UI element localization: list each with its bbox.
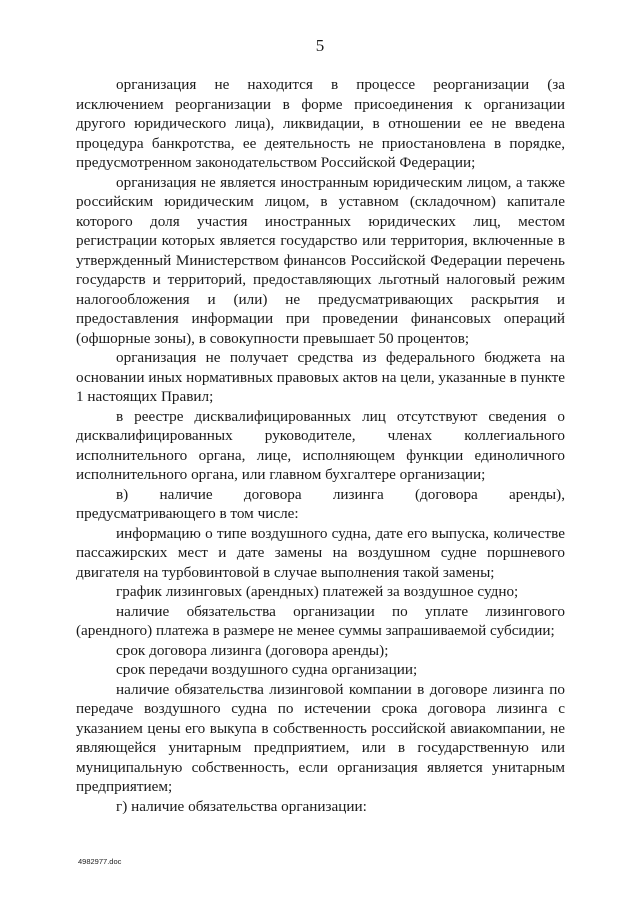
paragraph: наличие обязательства организации по уплате лизингового (арендного) платежа в размере не менее суммы запрашиваемой субсидии; [76, 602, 565, 639]
paragraph: организация не получает средства из федерального бюджета на основании иных нормативных правовых актов на цели, указанные в пункте 1 настоящих Правил; [76, 349, 566, 405]
paragraph: в) наличие договора лизинга (договора аренды), предусматривающего в том числе: [76, 485, 565, 522]
document-body [76, 75, 565, 816]
paragraph: наличие обязательства лизинговой компании в договоре лизинга по передаче воздушного судна по истечении срока договора лизинга с указанием цены его выкупа в собственность российской авиакомпании, не являющейся унитарным предприятием, или в государственную или муниципальную собственность, если организация является унитарным предприятием; [76, 680, 565, 795]
paragraph: организация не является иностранным юридическим лицом, а также российским юридическим лицом, в уставном (складочном) капитале которого доля участия иностранных юридических лиц, местом регистрации которых является государство или территория, включенные в утвержденный Министерством финансов Российской Федерации перечень государств и территорий, предоставляющих льготный налоговый режим налогообложения и (или) не предусматривающих раскрытия и предоставления информации при проведении финансовых операций (офшорные зоны), в совокупности превышает 50 процентов; [76, 173, 565, 347]
page-number: 5 [315, 36, 325, 55]
paragraph: г) наличие обязательства организации: [116, 797, 367, 815]
document-filename: 4982977.doc [78, 857, 122, 866]
paragraph: график лизинговых (арендных) платежей за воздушное судно; [116, 583, 519, 600]
paragraph: срок договора лизинга (договора аренды); [116, 641, 389, 659]
paragraph: в реестре дисквалифицированных лиц отсутствуют сведения о дисквалифицированных руководителе, членах коллегиального исполнительного органа, лице, исполняющем функции единоличного исполнительного органа, или главном бухгалтере организации; [76, 407, 565, 483]
paragraph: срок передачи воздушного судна организации; [116, 661, 418, 678]
paragraph: информацию о типе воздушного судна, дате его выпуска, количестве пассажирских мест и дате замены на воздушном судне поршневого двигателя на турбовинтовой в случае выполнения такой замены; [76, 524, 565, 581]
paragraph: организация не находится в процессе реорганизации (за исключением реорганизации в форме присоединения к организации другого юридического лица), ликвидации, в отношении ее не введена процедура банкротства, ее деятельность не приостановлена в порядке, предусмотренном законодательством Российской Федерации; [76, 76, 565, 171]
